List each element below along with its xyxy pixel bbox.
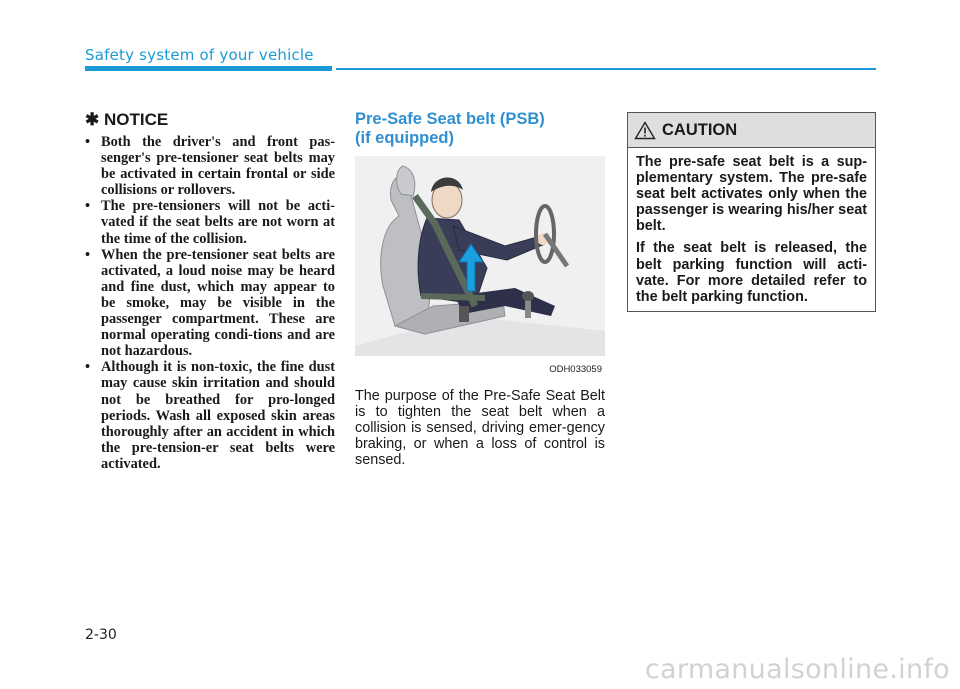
- notice-item: • Both the driver's and front pas-senger's pre-tensioner seat belts may be activated in certain frontal or side collisions or rollovers.: [85, 134, 335, 198]
- watermark: carmanualsonline.info: [644, 654, 950, 685]
- warning-triangle-icon: [634, 121, 656, 140]
- psb-title-line2: (if equipped): [355, 129, 454, 147]
- psb-section: [355, 110, 605, 468]
- psb-body: The purpose of the Pre-Safe Seat Belt is to tighten the seat belt when a collision is sensed, driving emer-gency braking, or when a loss of control is sensed.: [355, 388, 605, 469]
- notice-list: [85, 134, 335, 472]
- figure-code: ODH033059: [549, 364, 602, 375]
- page-number: 2-30: [85, 627, 117, 643]
- header-rule-thin: [336, 68, 876, 70]
- notice-title: ✱ NOTICE: [85, 110, 169, 129]
- notice-block: [85, 110, 335, 472]
- notice-item: • Although it is non-toxic, the fine dust may cause skin irritation and should not be breathed for pro-longed periods. Wash all exposed skin areas thoroughly after an accident in which the pre-tension-er seat belts were activated.: [85, 359, 335, 472]
- caution-label: CAUTION: [662, 120, 738, 139]
- section-title: Safety system of your vehicle: [85, 46, 314, 64]
- caution-box: [627, 112, 876, 312]
- header-rule-thick: [85, 66, 332, 71]
- notice-item: • When the pre-tensioner seat belts are activated, a loud noise may be heard and fine dust, which may appear to be smoke, may be visible in the passenger compartment. These are normal operating condi-tions and are not hazardous.: [85, 247, 335, 360]
- caution-paragraph: If the seat belt is released, the belt parking function will acti-vate. For more detailed refer to the belt parking function.: [636, 240, 867, 305]
- caution-paragraph: The pre-safe seat belt is a sup-plementary system. The pre-safe seat belt activates only when the passenger is wearing his/her seat belt.: [636, 154, 867, 235]
- notice-item: • The pre-tensioners will not be acti-vated if the seat belts are not worn at the time of the collision.: [85, 198, 335, 246]
- psb-title-line1: Pre-Safe Seat belt (PSB): [355, 110, 545, 128]
- caution-header: [628, 113, 875, 148]
- caution-body: [628, 148, 875, 305]
- psb-title: [355, 110, 605, 148]
- driver-seat-belt-illustration: [355, 156, 605, 375]
